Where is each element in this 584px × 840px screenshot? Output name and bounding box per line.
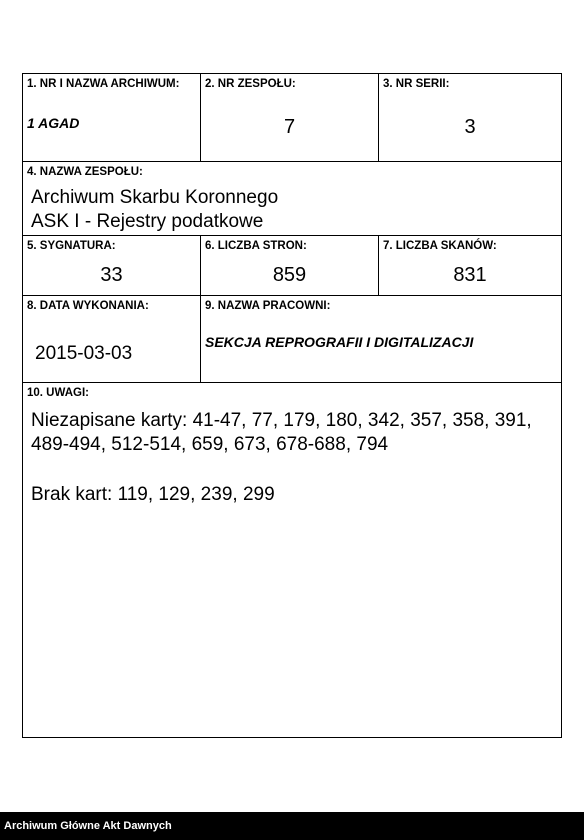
- fonds-name-cell: [23, 161, 561, 235]
- pages-label: 6. LICZBA STRON:: [205, 240, 307, 252]
- footer-bar: [0, 812, 584, 840]
- series-number-cell: [378, 74, 561, 161]
- fonds-number-value: 7: [283, 116, 296, 138]
- notes-label: 10. UWAGI:: [27, 387, 89, 399]
- scans-label: 7. LICZBA SKANÓW:: [383, 240, 497, 252]
- scans-cell: [378, 235, 561, 295]
- studio-value: SEKCJA REPROGRAFII I DIGITALIZACJI: [205, 334, 474, 350]
- notes-cell: [23, 382, 561, 737]
- metadata-form: [22, 73, 562, 738]
- date-label: 8. DATA WYKONANIA:: [27, 300, 149, 312]
- notes-value: [31, 409, 532, 507]
- pages-value: 859: [272, 264, 307, 286]
- footer-text: Archiwum Główne Akt Dawnych: [4, 820, 172, 832]
- notes-spacer: [31, 457, 532, 483]
- signature-label: 5. SYGNATURA:: [27, 240, 116, 252]
- series-number-label: 3. NR SERII:: [383, 78, 450, 90]
- notes-line: 489-494, 512-514, 659, 673, 678-688, 794: [31, 434, 389, 455]
- fonds-name-value: [31, 186, 278, 234]
- archive-cell: [23, 74, 200, 161]
- fonds-name-label: 4. NAZWA ZESPOŁU:: [27, 166, 143, 178]
- fonds-number-label: 2. NR ZESPOŁU:: [205, 78, 296, 90]
- notes-line: Brak kart: 119, 129, 239, 299: [31, 484, 275, 505]
- signature-value: 33: [100, 264, 123, 286]
- date-value: 2015-03-03: [35, 343, 133, 364]
- studio-label: 9. NAZWA PRACOWNI:: [205, 300, 331, 312]
- date-cell: [23, 295, 200, 382]
- signature-cell: [23, 235, 200, 295]
- archive-label: 1. NR I NAZWA ARCHIWUM:: [27, 78, 180, 90]
- studio-cell: [200, 295, 561, 382]
- fonds-number-cell: [200, 74, 378, 161]
- fonds-name-line: ASK I - Rejestry podatkowe: [31, 211, 264, 232]
- archive-value: 1 AGAD: [27, 115, 80, 131]
- series-number-value: 3: [464, 116, 476, 138]
- notes-line: Niezapisane karty: 41-47, 77, 179, 180, 342, 357, 358, 391,: [31, 410, 532, 431]
- scans-value: 831: [453, 264, 487, 286]
- fonds-name-line: Archiwum Skarbu Koronnego: [31, 187, 279, 208]
- pages-cell: [200, 235, 378, 295]
